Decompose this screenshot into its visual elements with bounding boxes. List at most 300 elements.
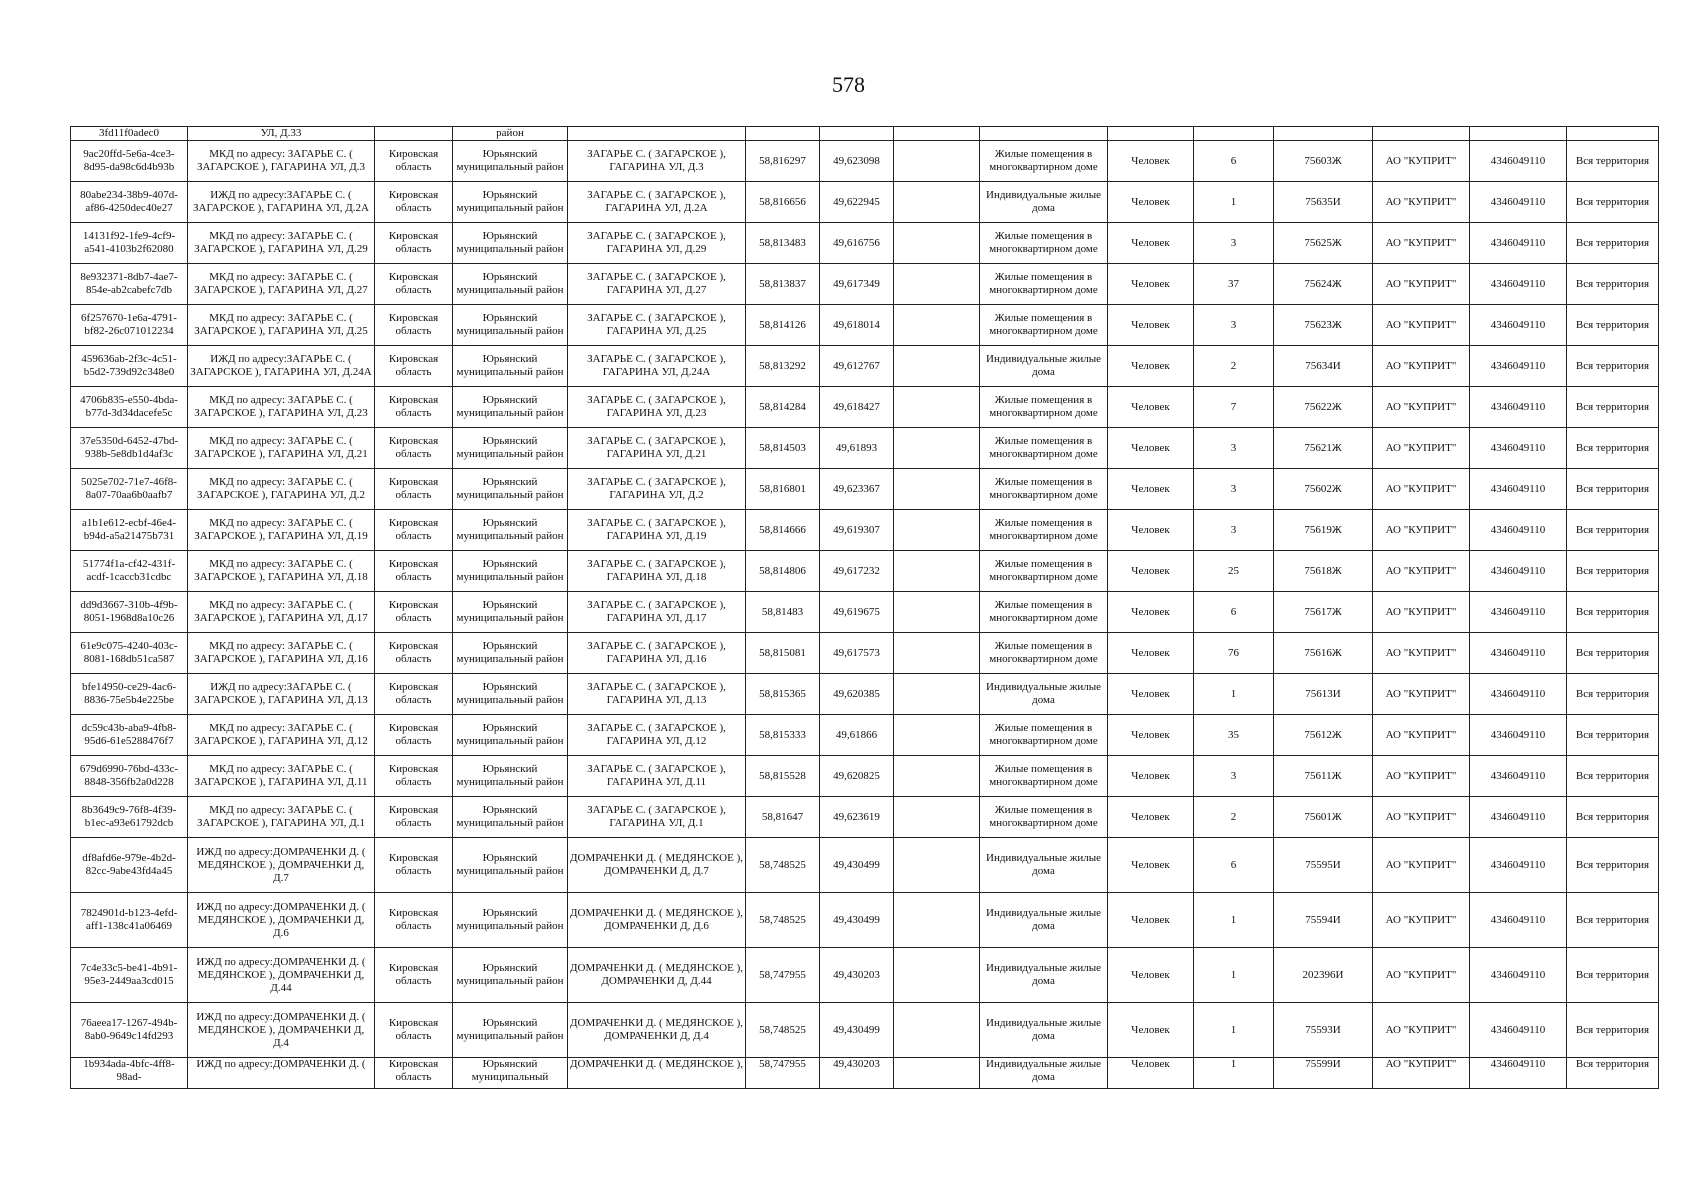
- cell-territory: Вся территория: [1567, 893, 1659, 948]
- cell-district: Юрьянский муниципальный район: [453, 469, 568, 510]
- cell-lat: 58,748525: [746, 838, 820, 893]
- table-row: [71, 346, 1659, 387]
- cell-lat: 58,816656: [746, 182, 820, 223]
- cell-lon: 49,430499: [820, 838, 894, 893]
- cell-org: АО "КУПРИТ": [1373, 305, 1470, 346]
- cell-inn: 4346049110: [1470, 551, 1567, 592]
- cell-name: МКД по адресу: ЗАГАРЬЕ С. ( ЗАГАРСКОЕ ), ГАГАРИНА УЛ, Д.19: [188, 510, 375, 551]
- table-row: [71, 756, 1659, 797]
- cell-code: 75624Ж: [1274, 264, 1373, 305]
- cell-code: 75594И: [1274, 893, 1373, 948]
- cell-region: Кировская область: [375, 182, 453, 223]
- cell-id: 459636ab-2f3c-4c51-b5d2-739d92c348e0: [71, 346, 188, 387]
- cell-id: 679d6990-76bd-433c-8848-356fb2a0d228: [71, 756, 188, 797]
- cell-unit: Человек: [1108, 305, 1194, 346]
- cell-unit: Человек: [1108, 223, 1194, 264]
- cell-type: Индивидуальные жилые дома: [980, 346, 1108, 387]
- cell-inn: 4346049110: [1470, 893, 1567, 948]
- cell-address: ЗАГАРЬЕ С. ( ЗАГАРСКОЕ ), ГАГАРИНА УЛ, Д.18: [568, 551, 746, 592]
- cell-org: [1373, 127, 1470, 141]
- cell-district: Юрьянский муниципальный район: [453, 674, 568, 715]
- table-row: [71, 674, 1659, 715]
- cell-code: 75603Ж: [1274, 141, 1373, 182]
- cell-code: 75616Ж: [1274, 633, 1373, 674]
- cell-address: ДОМРАЧЕНКИ Д. ( МЕДЯНСКОЕ ), ДОМРАЧЕНКИ Д, Д.7: [568, 838, 746, 893]
- cell-address: ЗАГАРЬЕ С. ( ЗАГАРСКОЕ ), ГАГАРИНА УЛ, Д.11: [568, 756, 746, 797]
- cell-inn: 4346049110: [1470, 715, 1567, 756]
- cell-lat: 58,815528: [746, 756, 820, 797]
- cell-extra: [894, 1003, 980, 1058]
- cell-id: 9ac20ffd-5e6a-4ce3-8d95-da98c6d4b93b: [71, 141, 188, 182]
- cell-lon: 49,618427: [820, 387, 894, 428]
- cell-qty: 3: [1194, 428, 1274, 469]
- cell-id: 61e9c075-4240-403c-8081-168db51ca587: [71, 633, 188, 674]
- cell-lat: 58,81647: [746, 797, 820, 838]
- cell-district: Юрьянский муниципальный район: [453, 893, 568, 948]
- cell-territory: [1567, 127, 1659, 141]
- cell-qty: 3: [1194, 756, 1274, 797]
- cell-region: Кировская область: [375, 674, 453, 715]
- cell-name: МКД по адресу: ЗАГАРЬЕ С. ( ЗАГАРСКОЕ ), ГАГАРИНА УЛ, Д.21: [188, 428, 375, 469]
- cell-address: ДОМРАЧЕНКИ Д. ( МЕДЯНСКОЕ ), ДОМРАЧЕНКИ Д, Д.44: [568, 948, 746, 1003]
- cell-district: Юрьянский муниципальный район: [453, 264, 568, 305]
- cell-type: Жилые помещения в многоквартирном доме: [980, 551, 1108, 592]
- cell-unit: Человек: [1108, 592, 1194, 633]
- cell-territory: Вся территория: [1567, 469, 1659, 510]
- cell-territory: Вся территория: [1567, 1058, 1659, 1089]
- cell-district: Юрьянский муниципальный район: [453, 223, 568, 264]
- table-row: [71, 838, 1659, 893]
- table-body: [71, 127, 1659, 1089]
- cell-code: 75595И: [1274, 838, 1373, 893]
- cell-name: ИЖД по адресу:ЗАГАРЬЕ С. ( ЗАГАРСКОЕ ), ГАГАРИНА УЛ, Д.2А: [188, 182, 375, 223]
- cell-extra: [894, 387, 980, 428]
- cell-name: ИЖД по адресу:ЗАГАРЬЕ С. ( ЗАГАРСКОЕ ), ГАГАРИНА УЛ, Д.13: [188, 674, 375, 715]
- cell-address: ЗАГАРЬЕ С. ( ЗАГАРСКОЕ ), ГАГАРИНА УЛ, Д.25: [568, 305, 746, 346]
- cell-org: АО "КУПРИТ": [1373, 510, 1470, 551]
- cell-name: МКД по адресу: ЗАГАРЬЕ С. ( ЗАГАРСКОЕ ), ГАГАРИНА УЛ, Д.3: [188, 141, 375, 182]
- cell-unit: Человек: [1108, 1003, 1194, 1058]
- cell-extra: [894, 223, 980, 264]
- cell-type: Индивидуальные жилые дома: [980, 1058, 1108, 1089]
- cell-id: 76aeea17-1267-494b-8ab0-9649c14fd293: [71, 1003, 188, 1058]
- cell-type: Индивидуальные жилые дома: [980, 1003, 1108, 1058]
- cell-inn: 4346049110: [1470, 633, 1567, 674]
- cell-inn: 4346049110: [1470, 469, 1567, 510]
- cell-qty: 76: [1194, 633, 1274, 674]
- cell-region: Кировская область: [375, 305, 453, 346]
- cell-lon: 49,430203: [820, 1058, 894, 1089]
- cell-district: Юрьянский муниципальный район: [453, 592, 568, 633]
- cell-qty: 3: [1194, 469, 1274, 510]
- cell-id: 37e5350d-6452-47bd-938b-5e8db1d4af3c: [71, 428, 188, 469]
- cell-territory: Вся территория: [1567, 551, 1659, 592]
- cell-qty: 6: [1194, 141, 1274, 182]
- table-row-partial: [71, 127, 1659, 141]
- cell-unit: Человек: [1108, 756, 1194, 797]
- cell-qty: 1: [1194, 674, 1274, 715]
- cell-extra: [894, 715, 980, 756]
- cell-address: ЗАГАРЬЕ С. ( ЗАГАРСКОЕ ), ГАГАРИНА УЛ, Д.2А: [568, 182, 746, 223]
- table-row: [71, 223, 1659, 264]
- cell-extra: [894, 674, 980, 715]
- cell-code: 75601Ж: [1274, 797, 1373, 838]
- cell-org: АО "КУПРИТ": [1373, 715, 1470, 756]
- cell-org: АО "КУПРИТ": [1373, 182, 1470, 223]
- cell-address: ЗАГАРЬЕ С. ( ЗАГАРСКОЕ ), ГАГАРИНА УЛ, Д.12: [568, 715, 746, 756]
- cell-name: МКД по адресу: ЗАГАРЬЕ С. ( ЗАГАРСКОЕ ), ГАГАРИНА УЛ, Д.16: [188, 633, 375, 674]
- cell-extra: [894, 756, 980, 797]
- cell-qty: 1: [1194, 948, 1274, 1003]
- cell-id: 4706b835-e550-4bda-b77d-3d34dacefe5c: [71, 387, 188, 428]
- cell-region: Кировская область: [375, 633, 453, 674]
- cell-unit: Человек: [1108, 264, 1194, 305]
- table-row: [71, 510, 1659, 551]
- cell-qty: 37: [1194, 264, 1274, 305]
- cell-org: АО "КУПРИТ": [1373, 428, 1470, 469]
- cell-inn: 4346049110: [1470, 674, 1567, 715]
- cell-lat: 58,81483: [746, 592, 820, 633]
- table-row: [71, 305, 1659, 346]
- table-row: [71, 469, 1659, 510]
- cell-org: АО "КУПРИТ": [1373, 469, 1470, 510]
- registry-table: [70, 126, 1659, 1089]
- cell-qty: 1: [1194, 182, 1274, 223]
- cell-qty: 1: [1194, 1058, 1274, 1089]
- cell-code: 75635И: [1274, 182, 1373, 223]
- cell-type: Жилые помещения в многоквартирном доме: [980, 141, 1108, 182]
- cell-region: Кировская область: [375, 797, 453, 838]
- cell-region: Кировская область: [375, 1058, 453, 1089]
- cell-district: Юрьянский муниципальный район: [453, 551, 568, 592]
- cell-lat: 58,813483: [746, 223, 820, 264]
- cell-inn: 4346049110: [1470, 1058, 1567, 1089]
- cell-code: 75617Ж: [1274, 592, 1373, 633]
- cell-code: 75618Ж: [1274, 551, 1373, 592]
- cell-extra: [894, 797, 980, 838]
- cell-region: Кировская область: [375, 346, 453, 387]
- cell-inn: 4346049110: [1470, 346, 1567, 387]
- cell-region: Кировская область: [375, 893, 453, 948]
- cell-extra: [894, 305, 980, 346]
- cell-unit: Человек: [1108, 510, 1194, 551]
- cell-name: МКД по адресу: ЗАГАРЬЕ С. ( ЗАГАРСКОЕ ), ГАГАРИНА УЛ, Д.23: [188, 387, 375, 428]
- cell-lat: 58,814666: [746, 510, 820, 551]
- cell-name: МКД по адресу: ЗАГАРЬЕ С. ( ЗАГАРСКОЕ ), ГАГАРИНА УЛ, Д.2: [188, 469, 375, 510]
- cell-region: Кировская область: [375, 756, 453, 797]
- cell-lat: 58,815333: [746, 715, 820, 756]
- cell-lon: 49,61866: [820, 715, 894, 756]
- cell-extra: [894, 510, 980, 551]
- cell-district: Юрьянский муниципальный район: [453, 510, 568, 551]
- cell-territory: Вся территория: [1567, 510, 1659, 551]
- cell-territory: Вся территория: [1567, 346, 1659, 387]
- cell-territory: Вся территория: [1567, 182, 1659, 223]
- cell-name: МКД по адресу: ЗАГАРЬЕ С. ( ЗАГАРСКОЕ ), ГАГАРИНА УЛ, Д.12: [188, 715, 375, 756]
- cell-name: МКД по адресу: ЗАГАРЬЕ С. ( ЗАГАРСКОЕ ), ГАГАРИНА УЛ, Д.1: [188, 797, 375, 838]
- cell-address: ЗАГАРЬЕ С. ( ЗАГАРСКОЕ ), ГАГАРИНА УЛ, Д.19: [568, 510, 746, 551]
- cell-org: АО "КУПРИТ": [1373, 592, 1470, 633]
- cell-lon: 49,623619: [820, 797, 894, 838]
- cell-territory: Вся территория: [1567, 715, 1659, 756]
- page-number: 578: [832, 72, 865, 97]
- cell-unit: Человек: [1108, 838, 1194, 893]
- cell-name: ИЖД по адресу:ДОМРАЧЕНКИ Д. ( МЕДЯНСКОЕ ), ДОМРАЧЕНКИ Д, Д.4: [188, 1003, 375, 1058]
- cell-code: 75625Ж: [1274, 223, 1373, 264]
- cell-id: dd9d3667-310b-4f9b-8051-1968d8a10c26: [71, 592, 188, 633]
- cell-inn: 4346049110: [1470, 797, 1567, 838]
- cell-district: Юрьянский муниципальный район: [453, 182, 568, 223]
- cell-name: МКД по адресу: ЗАГАРЬЕ С. ( ЗАГАРСКОЕ ), ГАГАРИНА УЛ, Д.18: [188, 551, 375, 592]
- cell-lon: 49,430499: [820, 1003, 894, 1058]
- cell-district: Юрьянский муниципальный район: [453, 756, 568, 797]
- cell-org: АО "КУПРИТ": [1373, 797, 1470, 838]
- cell-name: МКД по адресу: ЗАГАРЬЕ С. ( ЗАГАРСКОЕ ), ГАГАРИНА УЛ, Д.27: [188, 264, 375, 305]
- cell-name: ИЖД по адресу:ДОМРАЧЕНКИ Д. ( МЕДЯНСКОЕ ), ДОМРАЧЕНКИ Д, Д.6: [188, 893, 375, 948]
- cell-qty: 1: [1194, 893, 1274, 948]
- cell-unit: Человек: [1108, 715, 1194, 756]
- cell-code: 75623Ж: [1274, 305, 1373, 346]
- cell-type: Жилые помещения в многоквартирном доме: [980, 469, 1108, 510]
- cell-org: АО "КУПРИТ": [1373, 264, 1470, 305]
- cell-extra: [894, 948, 980, 1003]
- cell-inn: 4346049110: [1470, 948, 1567, 1003]
- cell-org: АО "КУПРИТ": [1373, 674, 1470, 715]
- cell-extra: [894, 127, 980, 141]
- cell-type: Жилые помещения в многоквартирном доме: [980, 797, 1108, 838]
- cell-id: 6f257670-1e6a-4791-bf82-26c071012234: [71, 305, 188, 346]
- cell-type: Индивидуальные жилые дома: [980, 838, 1108, 893]
- cell-org: АО "КУПРИТ": [1373, 756, 1470, 797]
- cell-address: ЗАГАРЬЕ С. ( ЗАГАРСКОЕ ), ГАГАРИНА УЛ, Д.1: [568, 797, 746, 838]
- cell-type: Жилые помещения в многоквартирном доме: [980, 510, 1108, 551]
- cell-lat: 58,813292: [746, 346, 820, 387]
- cell-inn: 4346049110: [1470, 223, 1567, 264]
- cell-name: ИЖД по адресу:ДОМРАЧЕНКИ Д. ( МЕДЯНСКОЕ ), ДОМРАЧЕНКИ Д, Д.7: [188, 838, 375, 893]
- cell-type: [980, 127, 1108, 141]
- cell-lat: 58,814806: [746, 551, 820, 592]
- cell-inn: 4346049110: [1470, 182, 1567, 223]
- cell-org: АО "КУПРИТ": [1373, 387, 1470, 428]
- cell-qty: 25: [1194, 551, 1274, 592]
- cell-lat: 58,815365: [746, 674, 820, 715]
- cell-lat: 58,816297: [746, 141, 820, 182]
- cell-inn: 4346049110: [1470, 592, 1567, 633]
- cell-region: Кировская область: [375, 948, 453, 1003]
- cell-territory: Вся территория: [1567, 141, 1659, 182]
- table-row: [71, 264, 1659, 305]
- cell-territory: Вся территория: [1567, 1003, 1659, 1058]
- cell-org: АО "КУПРИТ": [1373, 1058, 1470, 1089]
- cell-type: Индивидуальные жилые дома: [980, 182, 1108, 223]
- cell-type: Жилые помещения в многоквартирном доме: [980, 633, 1108, 674]
- cell-qty: 6: [1194, 838, 1274, 893]
- cell-type: Жилые помещения в многоквартирном доме: [980, 387, 1108, 428]
- cell-lon: 49,617573: [820, 633, 894, 674]
- cell-territory: Вся территория: [1567, 674, 1659, 715]
- cell-name: ИЖД по адресу:ДОМРАЧЕНКИ Д. (: [188, 1058, 375, 1089]
- cell-lon: [820, 127, 894, 141]
- cell-address: ЗАГАРЬЕ С. ( ЗАГАРСКОЕ ), ГАГАРИНА УЛ, Д.24А: [568, 346, 746, 387]
- cell-lon: 49,430203: [820, 948, 894, 1003]
- cell-unit: Человек: [1108, 797, 1194, 838]
- cell-id: 80abe234-38b9-407d-af86-4250dec40e27: [71, 182, 188, 223]
- cell-address: ЗАГАРЬЕ С. ( ЗАГАРСКОЕ ), ГАГАРИНА УЛ, Д.16: [568, 633, 746, 674]
- cell-type: Жилые помещения в многоквартирном доме: [980, 715, 1108, 756]
- cell-lat: 58,814503: [746, 428, 820, 469]
- table-row: [71, 893, 1659, 948]
- cell-district: Юрьянский муниципальный: [453, 1058, 568, 1089]
- cell-type: Жилые помещения в многоквартирном доме: [980, 223, 1108, 264]
- cell-territory: Вся территория: [1567, 838, 1659, 893]
- cell-address: ДОМРАЧЕНКИ Д. ( МЕДЯНСКОЕ ), ДОМРАЧЕНКИ Д, Д.6: [568, 893, 746, 948]
- cell-unit: Человек: [1108, 948, 1194, 1003]
- cell-blank: [1194, 127, 1274, 141]
- cell-unit: Человек: [1108, 674, 1194, 715]
- cell-district: Юрьянский муниципальный район: [453, 346, 568, 387]
- cell-unit: Человек: [1108, 346, 1194, 387]
- cell-type: Жилые помещения в многоквартирном доме: [980, 264, 1108, 305]
- cell-address: ДОМРАЧЕНКИ Д. ( МЕДЯНСКОЕ ), ДОМРАЧЕНКИ Д, Д.4: [568, 1003, 746, 1058]
- cell-inn: 4346049110: [1470, 428, 1567, 469]
- cell-name: МКД по адресу: ЗАГАРЬЕ С. ( ЗАГАРСКОЕ ), ГАГАРИНА УЛ, Д.25: [188, 305, 375, 346]
- cell-district: Юрьянский муниципальный район: [453, 305, 568, 346]
- cell-unit: Человек: [1108, 893, 1194, 948]
- cell-district: Юрьянский муниципальный район: [453, 633, 568, 674]
- cell-type: Жилые помещения в многоквартирном доме: [980, 305, 1108, 346]
- cell-lat: 58,748525: [746, 1003, 820, 1058]
- cell-unit: Человек: [1108, 633, 1194, 674]
- cell-name: УЛ, Д.33: [188, 127, 375, 141]
- cell-id: 14131f92-1fe9-4cf9-a541-4103b2f62080: [71, 223, 188, 264]
- cell-region: Кировская область: [375, 264, 453, 305]
- cell-lon: 49,618014: [820, 305, 894, 346]
- cell-unit: Человек: [1108, 387, 1194, 428]
- cell-extra: [894, 264, 980, 305]
- cell-address: ЗАГАРЬЕ С. ( ЗАГАРСКОЕ ), ГАГАРИНА УЛ, Д.27: [568, 264, 746, 305]
- cell-qty: 2: [1194, 797, 1274, 838]
- cell-region: Кировская область: [375, 223, 453, 264]
- cell-code: 75611Ж: [1274, 756, 1373, 797]
- cell-region: Кировская область: [375, 428, 453, 469]
- cell-org: АО "КУПРИТ": [1373, 633, 1470, 674]
- cell-lon: 49,612767: [820, 346, 894, 387]
- cell-org: АО "КУПРИТ": [1373, 551, 1470, 592]
- cell-lon: 49,623367: [820, 469, 894, 510]
- cell-extra: [894, 182, 980, 223]
- cell-id: a1b1e612-ecbf-46e4-b94d-a5a21475b731: [71, 510, 188, 551]
- cell-district: Юрьянский муниципальный район: [453, 141, 568, 182]
- cell-address: ЗАГАРЬЕ С. ( ЗАГАРСКОЕ ), ГАГАРИНА УЛ, Д.21: [568, 428, 746, 469]
- cell-district: Юрьянский муниципальный район: [453, 387, 568, 428]
- cell-region: Кировская область: [375, 387, 453, 428]
- table-row: [71, 551, 1659, 592]
- cell-extra: [894, 428, 980, 469]
- cell-id: 7c4e33c5-be41-4b91-95e3-2449aa3cd015: [71, 948, 188, 1003]
- cell-lat: 58,747955: [746, 1058, 820, 1089]
- cell-lat: 58,747955: [746, 948, 820, 1003]
- cell-unit: [1108, 127, 1194, 141]
- cell-name: ИЖД по адресу:ЗАГАРЬЕ С. ( ЗАГАРСКОЕ ), ГАГАРИНА УЛ, Д.24А: [188, 346, 375, 387]
- cell-territory: Вся территория: [1567, 756, 1659, 797]
- cell-lon: 49,617232: [820, 551, 894, 592]
- cell-code: 75621Ж: [1274, 428, 1373, 469]
- cell-territory: Вся территория: [1567, 305, 1659, 346]
- cell-org: АО "КУПРИТ": [1373, 893, 1470, 948]
- cell-qty: 3: [1194, 305, 1274, 346]
- cell-territory: Вся территория: [1567, 797, 1659, 838]
- cell-inn: 4346049110: [1470, 510, 1567, 551]
- cell-district: Юрьянский муниципальный район: [453, 948, 568, 1003]
- cell-extra: [894, 346, 980, 387]
- cell-id: bfe14950-ce29-4ac6-8836-75e5b4e225be: [71, 674, 188, 715]
- cell-lat: 58,815081: [746, 633, 820, 674]
- cell-name: МКД по адресу: ЗАГАРЬЕ С. ( ЗАГАРСКОЕ ), ГАГАРИНА УЛ, Д.11: [188, 756, 375, 797]
- cell-org: АО "КУПРИТ": [1373, 838, 1470, 893]
- cell-code: 75634И: [1274, 346, 1373, 387]
- table-row: [71, 1058, 1659, 1089]
- cell-district: Юрьянский муниципальный район: [453, 715, 568, 756]
- table-row: [71, 182, 1659, 223]
- cell-qty: 6: [1194, 592, 1274, 633]
- cell-id: 5025e702-71e7-46f8-8a07-70aa6b0aafb7: [71, 469, 188, 510]
- cell-code: 75619Ж: [1274, 510, 1373, 551]
- cell-id: 1b934ada-4bfc-4ff8-98ad-: [71, 1058, 188, 1089]
- cell-lat: 58,814126: [746, 305, 820, 346]
- cell-type: Индивидуальные жилые дома: [980, 674, 1108, 715]
- cell-org: АО "КУПРИТ": [1373, 948, 1470, 1003]
- cell-district: Юрьянский муниципальный район: [453, 838, 568, 893]
- cell-id: dc59c43b-aba9-4fb8-95d6-61e5288476f7: [71, 715, 188, 756]
- cell-district: Юрьянский муниципальный район: [453, 428, 568, 469]
- cell-inn: 4346049110: [1470, 1003, 1567, 1058]
- cell-extra: [894, 592, 980, 633]
- table-row: [71, 633, 1659, 674]
- table-row: [71, 428, 1659, 469]
- cell-id: 7824901d-b123-4efd-aff1-138c41a06469: [71, 893, 188, 948]
- cell-territory: Вся территория: [1567, 948, 1659, 1003]
- cell-lat: 58,748525: [746, 893, 820, 948]
- cell-code: 202396И: [1274, 948, 1373, 1003]
- cell-qty: 3: [1194, 223, 1274, 264]
- table-row: [71, 948, 1659, 1003]
- cell-code: 75593И: [1274, 1003, 1373, 1058]
- cell-lon: 49,61893: [820, 428, 894, 469]
- cell-qty: 3: [1194, 510, 1274, 551]
- cell-org: АО "КУПРИТ": [1373, 223, 1470, 264]
- cell-lat: 58,816801: [746, 469, 820, 510]
- cell-address: ЗАГАРЬЕ С. ( ЗАГАРСКОЕ ), ГАГАРИНА УЛ, Д.2: [568, 469, 746, 510]
- cell-extra: [894, 141, 980, 182]
- cell-lon: 49,619307: [820, 510, 894, 551]
- cell-territory: Вся территория: [1567, 592, 1659, 633]
- cell-lon: 49,620385: [820, 674, 894, 715]
- cell-type: Жилые помещения в многоквартирном доме: [980, 428, 1108, 469]
- cell-name: МКД по адресу: ЗАГАРЬЕ С. ( ЗАГАРСКОЕ ), ГАГАРИНА УЛ, Д.29: [188, 223, 375, 264]
- cell-inn: 4346049110: [1470, 305, 1567, 346]
- cell-lon: 49,617349: [820, 264, 894, 305]
- cell-org: АО "КУПРИТ": [1373, 141, 1470, 182]
- cell-region: Кировская область: [375, 551, 453, 592]
- cell-code: 75622Ж: [1274, 387, 1373, 428]
- cell-id: 3fd11f0adec0: [71, 127, 188, 141]
- cell-address: ДОМРАЧЕНКИ Д. ( МЕДЯНСКОЕ ),: [568, 1058, 746, 1089]
- cell-region: Кировская область: [375, 592, 453, 633]
- cell-type: Индивидуальные жилые дома: [980, 948, 1108, 1003]
- cell-name: ИЖД по адресу:ДОМРАЧЕНКИ Д. ( МЕДЯНСКОЕ ), ДОМРАЧЕНКИ Д, Д.44: [188, 948, 375, 1003]
- cell-unit: Человек: [1108, 469, 1194, 510]
- cell-id: df8afd6e-979e-4b2d-82cc-9abe43fd4a45: [71, 838, 188, 893]
